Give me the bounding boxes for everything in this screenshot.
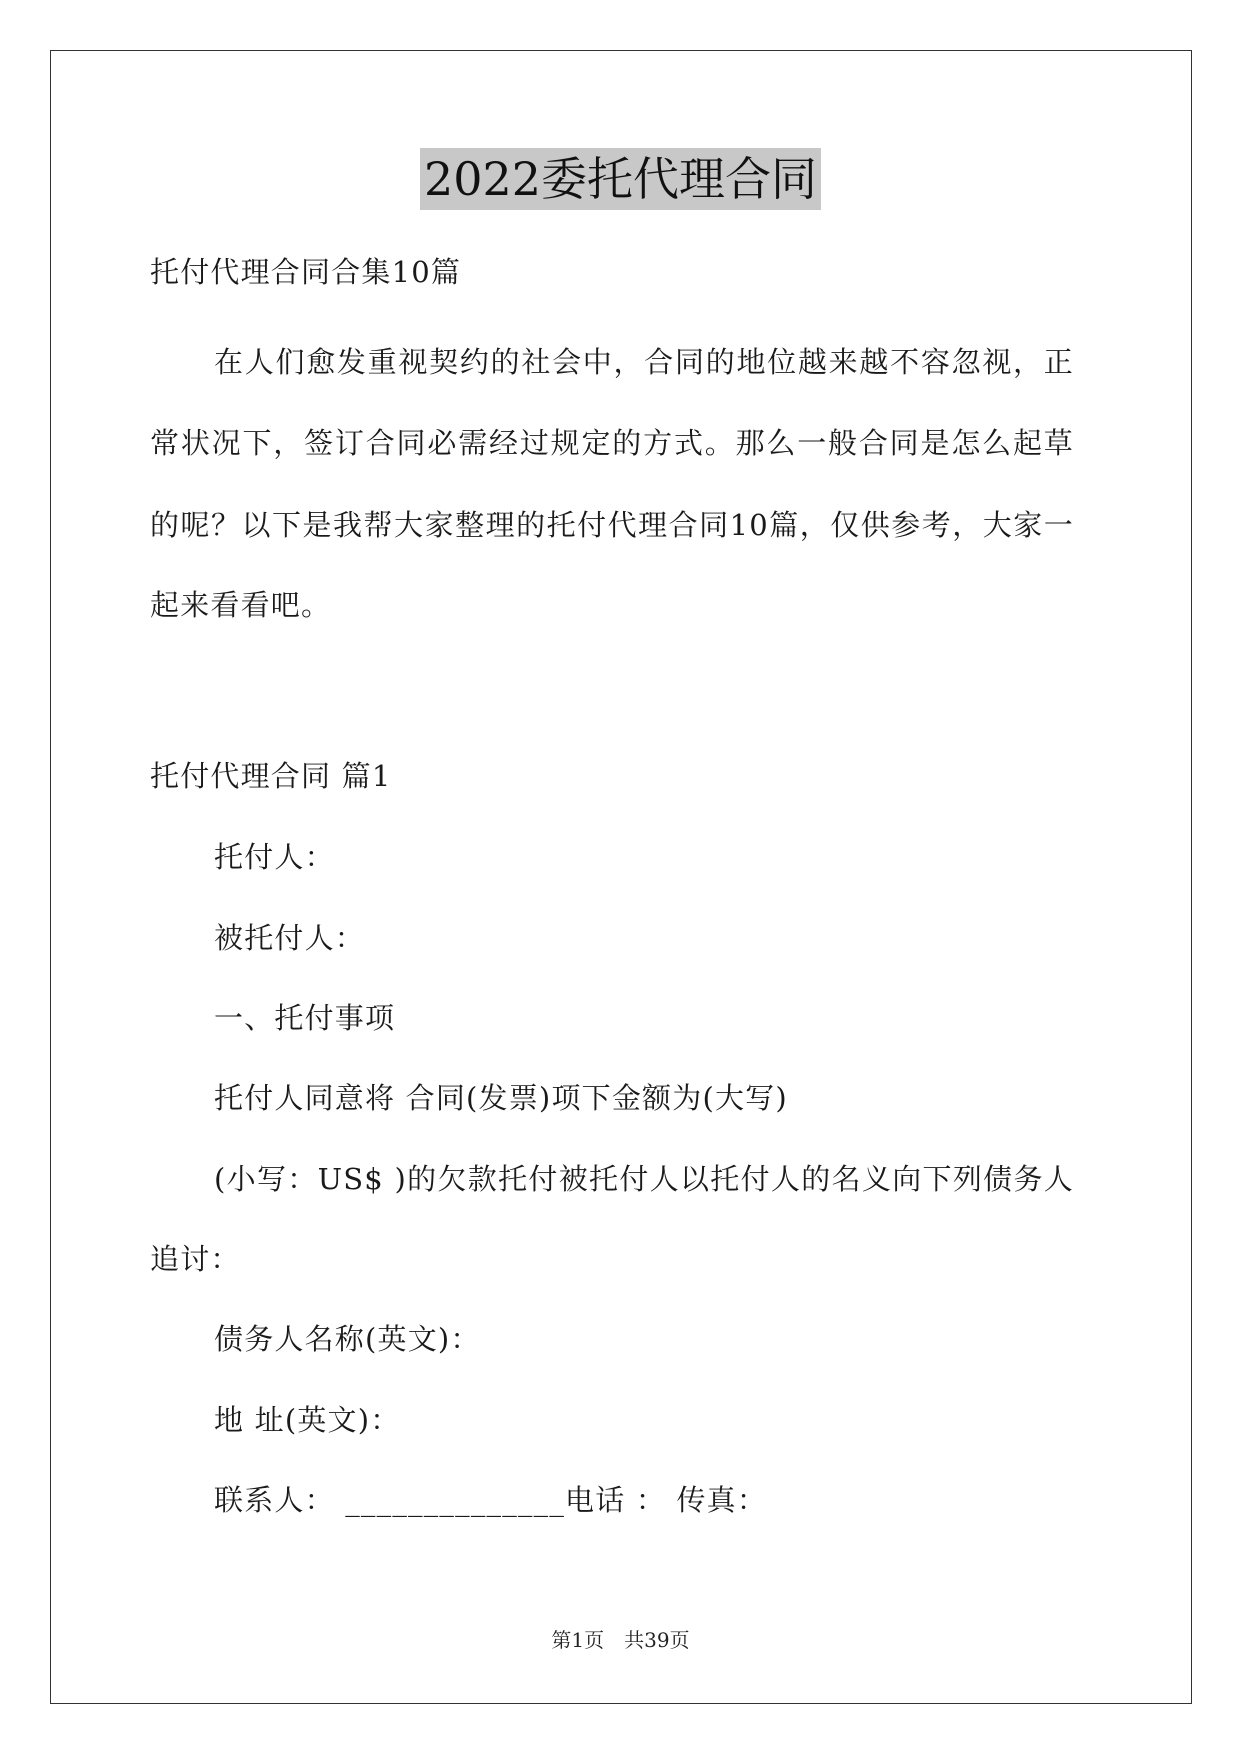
debtor-name-label: 债务人名称(英文)： — [214, 1322, 481, 1356]
consent-line: 托付人同意将 合同(发票)项下金额为(大写) — [214, 1081, 788, 1115]
intro-line-4: 起来看看吧。 — [150, 588, 332, 622]
contact-line: 联系人： ______________电话 ： 传真： — [214, 1483, 768, 1517]
page-total: 共39页 — [624, 1628, 690, 1652]
intro-line-2: 常状况下，签订合同必需经过规定的方式。那么一般合同是怎么起草 — [150, 426, 1074, 460]
amount-line-2: 追讨： — [150, 1242, 241, 1276]
principal-label: 托付人： — [214, 840, 335, 874]
intro-line-1: 在人们愈发重视契约的社会中，合同的地位越来越不容忽视，正 — [214, 345, 1074, 379]
page-number: 第1页 — [551, 1628, 605, 1652]
subtitle: 托付代理合同合集10篇 — [150, 255, 462, 289]
item-one-heading: 一、托付事项 — [214, 1001, 396, 1035]
intro-line-3: 的呢？以下是我帮大家整理的托付代理合同10篇，仅供参考，大家一 — [150, 508, 1074, 542]
document-title: 2022委托代理合同 — [420, 148, 821, 210]
title-wrapper — [0, 148, 1241, 210]
page-footer — [0, 1626, 1241, 1654]
amount-line-1: (小写：US$ )的欠款托付被托付人以托付人的名义向下列债务人 — [214, 1162, 1074, 1196]
page-border — [50, 50, 1192, 1704]
agent-label: 被托付人： — [214, 921, 366, 955]
section-heading: 托付代理合同 篇1 — [150, 759, 392, 793]
address-label: 地 址(英文)： — [214, 1403, 401, 1437]
